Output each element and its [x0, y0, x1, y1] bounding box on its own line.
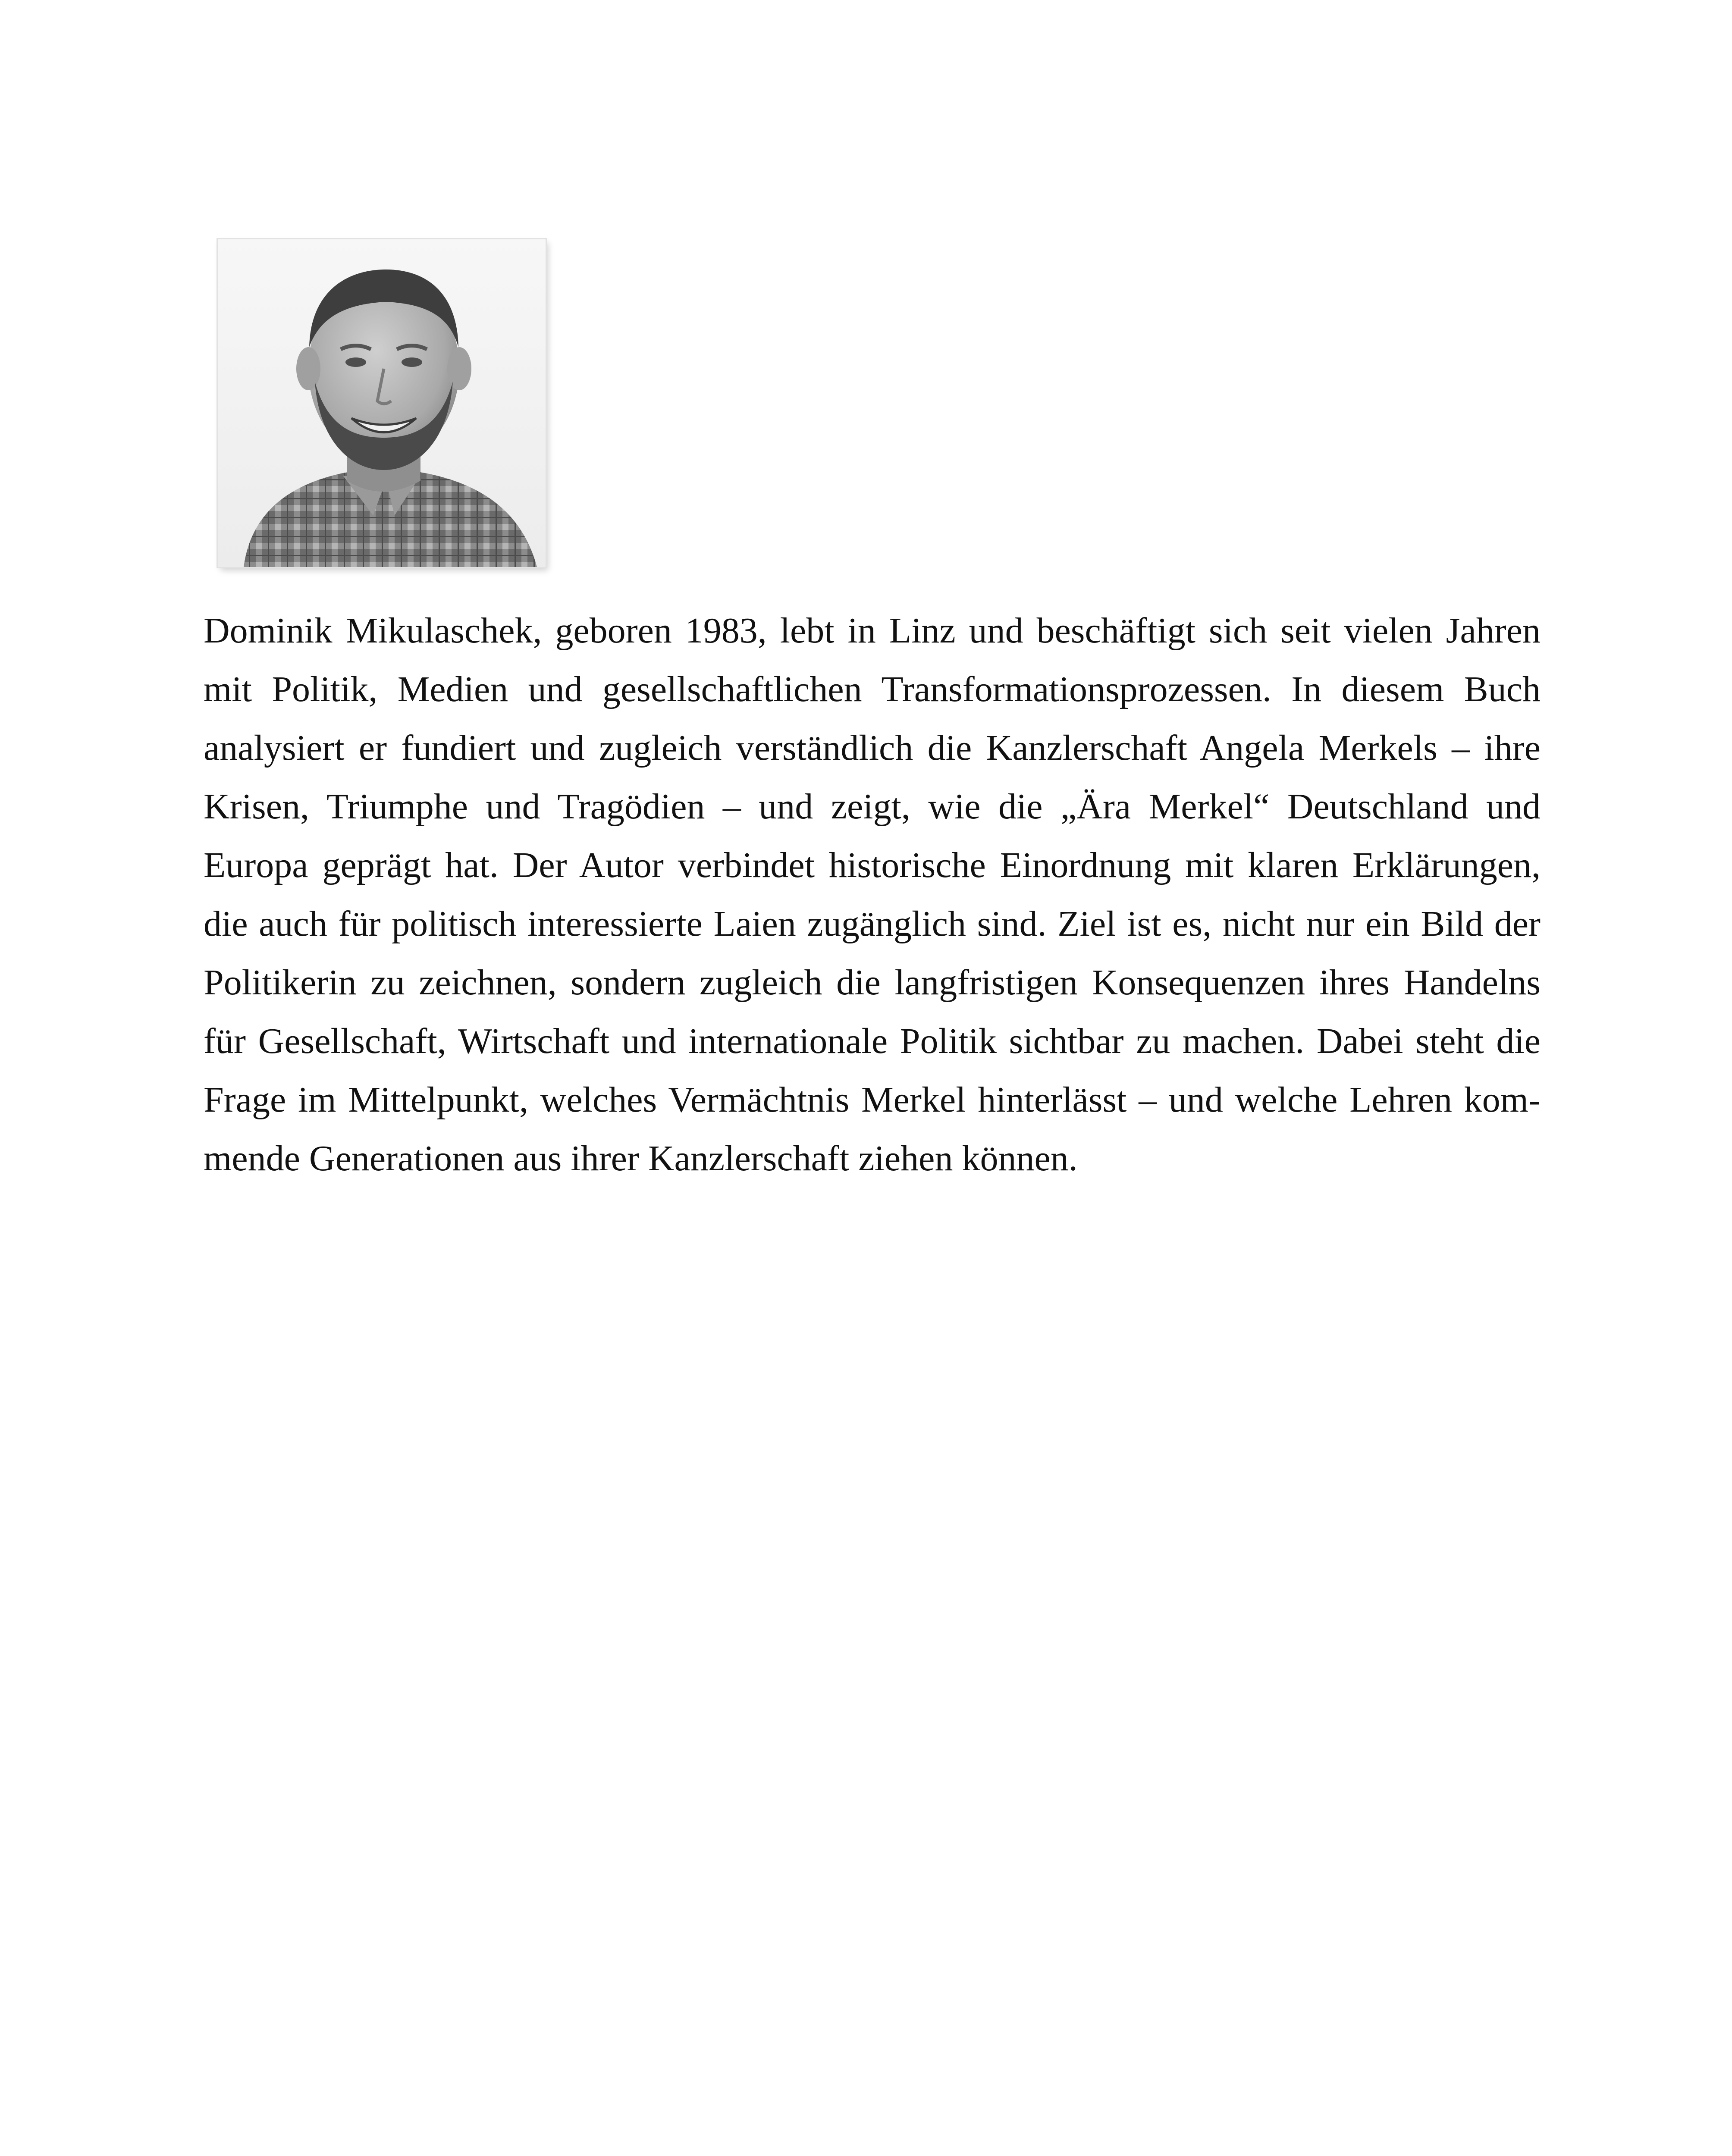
author-photo — [218, 239, 546, 567]
portrait-icon — [218, 239, 546, 567]
author-bio: Dominik Mikulaschek, geboren 1983, lebt in Linz und beschäftigt sich seit vielen Jahren mit Politik, Medien und gesellschaftlichen Transformationsprozessen. In diesem Buch analysiert er fundiert und zugleich verständlich die Kanzlerschaft Angela Merkels – ihre Krisen, Triumphe und Tragödien – und zeigt, wie die „Ära Merkel“ Deutschland und Europa geprägt hat. Der Autor verbindet historische Einordnung mit klaren Erklärungen, die auch für politisch interessierte Laien zugänglich sind. Ziel ist es, nicht nur ein Bild der Politikerin zu zeichnen, sondern zugleich die langfristigen Konsequenzen ihres Handelns für Gesellschaft, Wirtschaft und internationale Politik sichtbar zu machen. Dabei steht die Frage im Mittelpunkt, welches Vermächtnis Merkel hinterlässt – und welche Lehren kommende Generationen aus ihrer Kanzlerschaft ziehen können. — [204, 611, 1541, 1178]
